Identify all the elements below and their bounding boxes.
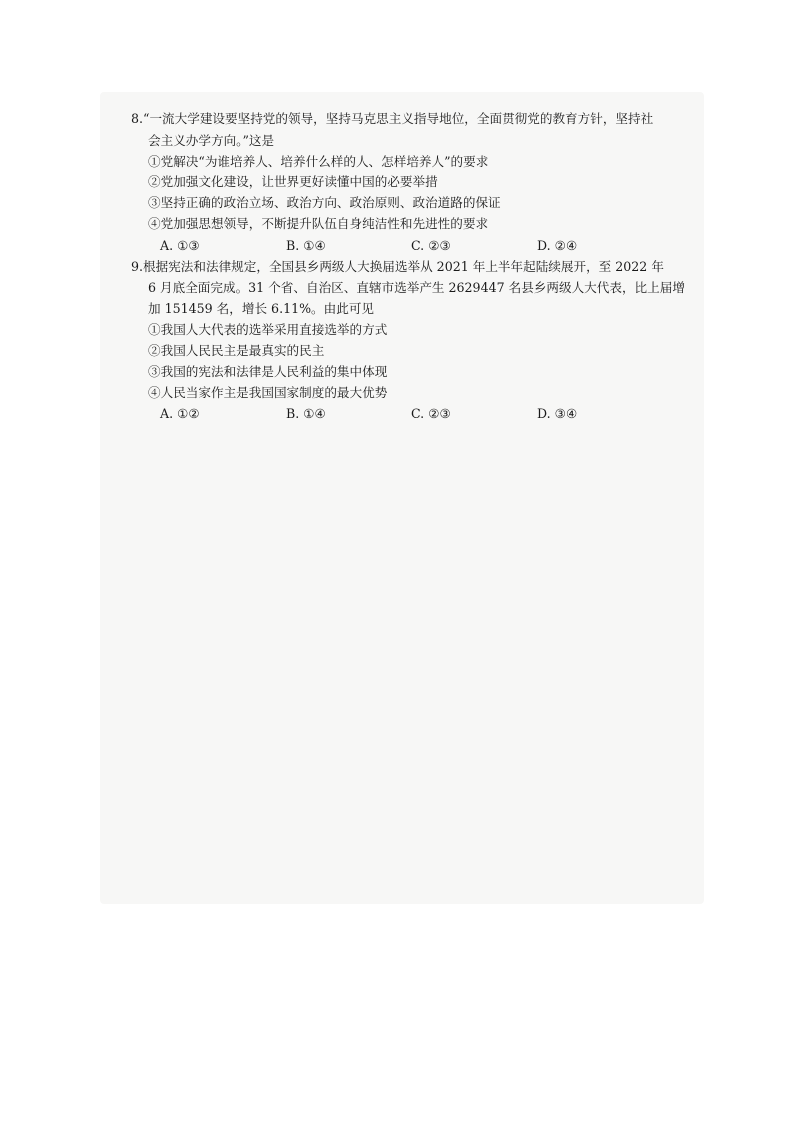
q8-option-a: A. ①③ (160, 238, 200, 253)
q8-stem-line: 8.“一流大学建设要坚持党的领导，坚持马克思主义指导地位，全面贯彻党的教育方针，坚持社 (131, 111, 654, 126)
scan-background (100, 92, 704, 904)
q9-statement: ②我国人民民主是最真实的民主 (148, 343, 325, 358)
q9-stem-line: 9.根据宪法和法律规定，全国县乡两级人大换届选举从 2021 年上半年起陆续展开，至 2022 年 (131, 259, 664, 274)
q9-option-b: B. ①④ (286, 406, 326, 421)
q9-statement: ③我国的宪法和法律是人民利益的集中体现 (148, 364, 388, 379)
q9-statement: ④人民当家作主是我国国家制度的最大优势 (148, 385, 388, 400)
q8-option-d: D. ②④ (537, 238, 578, 253)
q9-statement: ①我国人大代表的选举采用直接选举的方式 (148, 322, 388, 337)
q9-option-a: A. ①② (160, 406, 200, 421)
q8-statement: ④党加强思想领导，不断提升队伍自身纯洁性和先进性的要求 (148, 216, 489, 231)
q9-option-c: C. ②③ (411, 406, 451, 421)
q9-option-d: D. ③④ (537, 406, 578, 421)
q8-option-b: B. ①④ (286, 238, 326, 253)
q8-option-c: C. ②③ (411, 238, 451, 253)
q9-stem-line: 加 151459 名，增长 6.11%。由此可见 (148, 301, 375, 316)
q8-statement: ②党加强文化建设，让世界更好读懂中国的必要举措 (148, 174, 438, 189)
q8-statement: ③坚持正确的政治立场、政治方向、政治原则、政治道路的保证 (148, 195, 501, 210)
q8-stem-line: 会主义办学方向。”这是 (148, 133, 275, 148)
q8-statement: ①党解决“为谁培养人、培养什么样的人、怎样培养人”的要求 (148, 154, 489, 169)
q9-stem-line: 6 月底全面完成。31 个省、自治区、直辖市选举产生 2629447 名县乡两级人大代表，比上届增 (148, 280, 685, 295)
